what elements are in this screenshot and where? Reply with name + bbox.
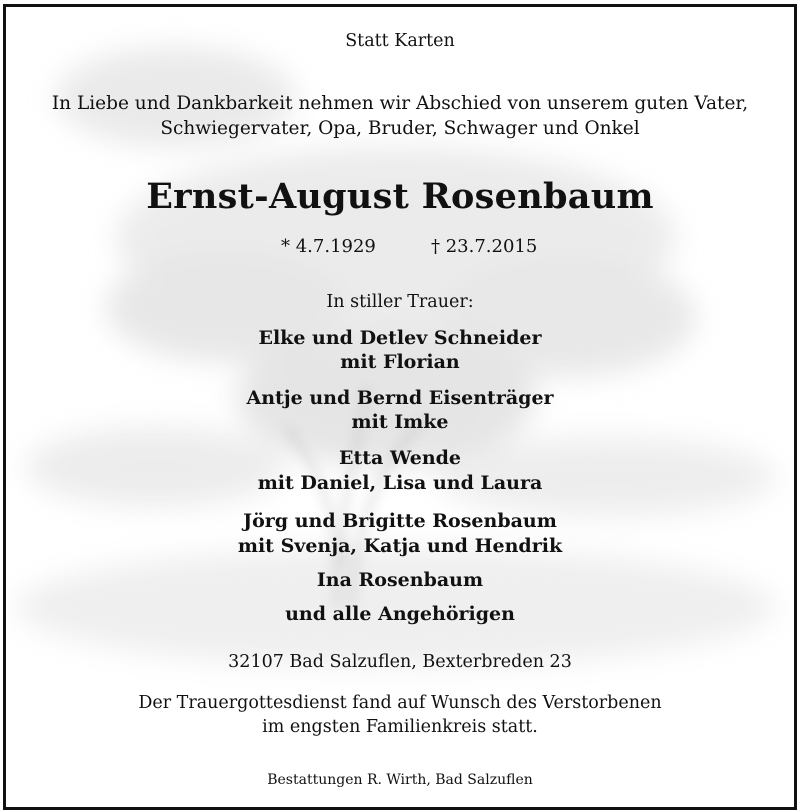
- mourner-line: Ina Rosenbaum: [316, 569, 484, 591]
- obituary-notice: [3, 4, 797, 810]
- mourner-line: Antje und Bernd Eisenträger: [246, 387, 554, 409]
- address: 32107 Bad Salzuflen, Bexterbreden 23: [228, 652, 572, 672]
- mourner-line: Etta Wende: [338, 447, 462, 469]
- birth-date: * 4.7.1929: [281, 236, 376, 257]
- mourner-line: mit Svenja, Katja und Hendrik: [237, 535, 563, 557]
- deceased-name: Ernst-August Rosenbaum: [146, 176, 654, 217]
- mourner-line: mit Daniel, Lisa und Laura: [257, 472, 543, 494]
- mourner-line: mit Imke: [351, 411, 449, 433]
- life-dates: [6, 236, 794, 262]
- header-text: Statt Karten: [345, 31, 455, 51]
- intro-line-2: Schwiegervater, Opa, Bruder, Schwager und Onkel: [160, 118, 640, 139]
- service-line-1: Der Trauergottesdienst fand auf Wunsch des Verstorbenen: [138, 693, 662, 713]
- death-date: † 23.7.2015: [431, 236, 538, 257]
- intro-line-1: In Liebe und Dankbarkeit nehmen wir Abschied von unserem guten Vater,: [51, 93, 749, 114]
- funeral-home-footer: Bestattungen R. Wirth, Bad Salzuflen: [267, 772, 533, 788]
- mourner-line: mit Florian: [340, 351, 460, 373]
- service-line-2: im engsten Familienkreis statt.: [262, 717, 538, 737]
- mourner-line: und alle Angehörigen: [285, 603, 515, 625]
- mourner-line: Jörg und Brigitte Rosenbaum: [243, 510, 557, 532]
- mourner-line: Elke und Detlev Schneider: [258, 327, 542, 349]
- mourning-label: In stiller Trauer:: [326, 292, 474, 312]
